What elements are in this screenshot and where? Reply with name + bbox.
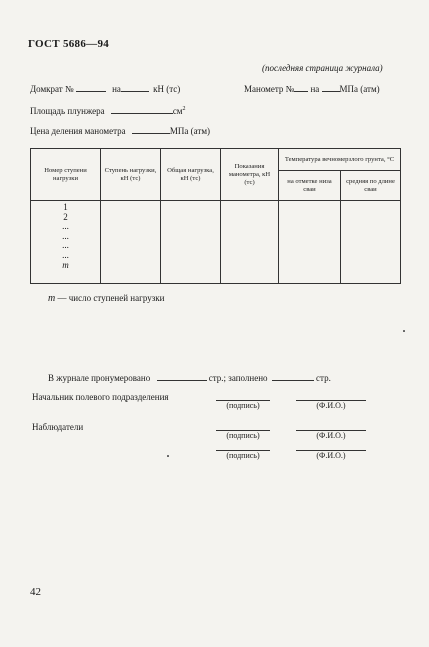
observer2-name-caption: (Ф.И.О.) [316, 451, 346, 460]
plunger-area-blank[interactable] [111, 105, 173, 114]
gauge-range-blank[interactable] [322, 83, 340, 92]
jack-number-blank[interactable] [76, 83, 106, 92]
jack-capacity-blank[interactable] [121, 83, 149, 92]
pages-filled-label: стр.; заполнено [208, 373, 268, 383]
header-gauge-reading: Показания манометра, кН (тс) [221, 149, 279, 201]
step-number-cell [31, 201, 101, 284]
step-value: ... [62, 240, 69, 251]
plunger-unit: см [172, 106, 183, 116]
legend-symbol: m [48, 293, 56, 304]
jack-line [30, 83, 180, 94]
page-count-line [48, 372, 331, 383]
jack-label: Домкрат № [30, 84, 74, 94]
step-value: ... [62, 249, 69, 260]
gauge-reading-cell[interactable] [221, 201, 279, 284]
step-value: 1 [63, 202, 68, 212]
pages-end-label: стр. [316, 373, 331, 383]
page-number: 42 [30, 586, 41, 598]
gauge-label: Манометр № [244, 84, 295, 94]
header-permafrost-temperature: Температура вечномерзлого грунта, °С [279, 149, 401, 171]
header-step-number: Номер ступени нагрузки [31, 149, 101, 201]
temp-pile-bottom-cell[interactable] [279, 201, 341, 284]
load-step-cell[interactable] [101, 201, 161, 284]
step-value: m [62, 259, 69, 270]
gauge-line [244, 83, 380, 94]
observer2-signature-caption: (подпись) [226, 451, 260, 460]
filled-pages-blank[interactable] [272, 372, 314, 381]
scan-speck [403, 330, 405, 332]
plunger-line [30, 105, 186, 116]
legend-text: — число ступеней нагрузки [57, 293, 165, 303]
chief-name-caption: (Ф.И.О.) [316, 401, 346, 410]
header-temp-pile-bottom: на отметке низа сваи [279, 171, 341, 201]
step-value: 2 [63, 211, 68, 222]
plunger-label: Площадь плунжера [30, 106, 105, 116]
observer1-signature-caption: (подпись) [226, 431, 260, 440]
jack-on-text: на [112, 84, 121, 94]
numbered-label: В журнале пронумеровано [48, 373, 151, 383]
gauge-on-text: на [310, 84, 320, 94]
step-value: ... [62, 221, 69, 232]
plunger-unit-power: 2 [182, 106, 186, 112]
journal-page-note: (последняя страница журнала) [262, 63, 383, 73]
gauge-number-blank[interactable] [294, 83, 308, 92]
header-load-step: Ступень нагрузки, кН (тс) [101, 149, 161, 201]
observer1-name-caption: (Ф.И.О.) [316, 431, 346, 440]
numbered-pages-blank[interactable] [157, 372, 207, 381]
document-standard-header: ГОСТ 5686—94 [28, 38, 110, 50]
division-line [30, 125, 210, 136]
table-legend [48, 293, 164, 304]
field-unit-chief-label: Начальник полевого подразделения [32, 392, 169, 402]
division-value-blank[interactable] [132, 125, 170, 134]
observers-label: Наблюдатели [32, 422, 84, 432]
header-temp-pile-average: средняя по длине сваи [341, 171, 401, 201]
step-value: ... [62, 230, 69, 241]
total-load-cell[interactable] [161, 201, 221, 284]
division-label: Цена деления манометра [30, 126, 126, 136]
division-unit: МПа (атм) [169, 126, 211, 136]
chief-signature-caption: (подпись) [226, 401, 260, 410]
scan-speck [167, 455, 169, 457]
jack-unit: кН (тс) [153, 84, 181, 94]
temp-pile-average-cell[interactable] [341, 201, 401, 284]
load-test-table [30, 148, 401, 284]
header-total-load: Общая нагрузка, кН (тс) [161, 149, 221, 201]
gauge-unit: МПа (атм) [339, 84, 380, 94]
